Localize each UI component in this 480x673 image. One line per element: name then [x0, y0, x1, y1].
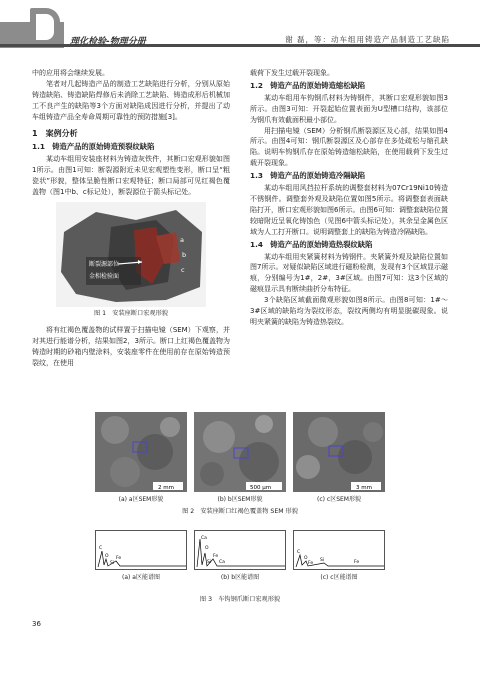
panel-caption: (b) b区能谱图 — [220, 574, 260, 581]
paragraph: 将有红褐色覆盖物的试样置于扫描电镜（SEM）下观察，并对其进行能谱分析，结果如图2，3所示。断口上红褐色覆盖物为铸造时期的砂箱内壁涂料，安装座零件在使用前存在原始铸造预裂纹，在使用 — [32, 325, 230, 367]
svg-text:Si: Si — [207, 560, 212, 565]
eds-spectrum-c — [293, 530, 385, 570]
eds-spectrum-a — [95, 530, 187, 570]
section-heading: 1 案例分析 — [32, 128, 78, 138]
figure-3 — [95, 530, 385, 581]
svg-text:O: O — [304, 556, 308, 561]
paragraph: 载荷下发生过载开裂现象。 — [250, 69, 334, 77]
svg-text:Ca: Ca — [201, 536, 207, 541]
scale-bar-a: 2 mm — [158, 485, 174, 491]
svg-text:C: C — [99, 546, 103, 551]
paragraph: 某动车组用安装座材料为铸造灰铁件，其断口宏观形貌如图1所示。由图1可知：断裂源附近未见宏观塑性变形，断口呈“粗瓷状”形貌，整体呈脆性断口宏观特征；断口局部可见红褐色覆盖物（图1中b、c标记处），断裂源位于箭头标记处。 — [32, 155, 230, 197]
journal-logo-letter — [30, 8, 60, 46]
paragraph: 用扫描电镜（SEM）分析钢爪断裂源区及心部，结果如图4所示。由图4可知：钢爪断裂源区及心部存在多处疏松与缩孔缺陷。说明车钩钢爪存在原始铸造缩松缺陷，在使用载荷下发生过载开裂现象。 — [250, 126, 448, 168]
svg-text:Si: Si — [110, 561, 115, 566]
fig1-mark-c: c — [181, 265, 185, 274]
fig1-label-source: 断裂源部位 — [89, 260, 120, 268]
figure-2-panel-b — [194, 412, 286, 503]
svg-text:Si: Si — [320, 558, 325, 563]
fig1-mark-b: b — [182, 250, 187, 259]
paragraph: 某动车组用风挡拉杆系统的调整套材料为07Cr19Ni10铸造不锈钢件。调整套外观及缺陷位置如图5所示。将调整套表面缺陷打开，断口宏观形貌如图6所示。由图6可知：调整套缺陷位置较暗附近呈氧化铸蚀色（见图6中箭头标记处），其余呈金属色区域为人工打开断口。说明调整套上的缺陷为铸造冷隔缺陷。 — [250, 184, 448, 236]
subsection-heading: 1.3 铸造产品的原始铸造冷隔缺陷 — [250, 171, 366, 181]
figure-2-panel-c — [293, 412, 385, 503]
subsection-heading: 1.4 铸造产品的原始铸造热裂纹缺陷 — [250, 239, 373, 249]
figure-2-caption: 图 2 安装座断口红褐色覆盖物 SEM 形貌 — [182, 508, 298, 515]
right-column — [250, 68, 448, 328]
svg-text:O: O — [205, 546, 209, 551]
page-number: 36 — [32, 620, 41, 628]
paragraph: 某动车组用夹紧簧材料为铸钢件。夹紧簧外观及缺陷位置如图7所示。对疑似缺陷区域进行磁粉检测，发现有3个区域显示磁痕，分别编号为1#，2#，3#区域。由图7可知：这3个区域的磁痕显示具有断续曲折分布特征。 — [250, 252, 448, 294]
svg-text:Fe: Fe — [213, 554, 219, 559]
sem-image-a — [95, 412, 187, 492]
page-header — [0, 0, 480, 54]
panel-caption: (a) a区能谱图 — [122, 574, 160, 581]
sem-image-c — [293, 412, 385, 492]
figure-2 — [95, 412, 385, 503]
eds-spectrum-b — [194, 530, 286, 570]
figure-1-caption: 图 1 安装座断口宏观形貌 — [94, 309, 168, 317]
figure-3-panel-a — [95, 530, 187, 581]
paragraph: 3个缺陷区域截面微观形貌如图8所示。由图8可知：1#～3#区域的缺陷均为裂纹形态，裂纹两侧均有明显脱碳现象。说明夹紧簧的缺陷为铸造热裂纹。 — [250, 296, 448, 326]
left-column — [32, 68, 230, 369]
panel-caption: (c) c区能谱图 — [320, 574, 358, 581]
svg-text:C: C — [297, 550, 301, 555]
svg-text:Ca: Ca — [219, 560, 225, 565]
scale-bar-b: 500 μm — [250, 485, 272, 491]
figure-3-panel-c — [293, 530, 385, 581]
subsection-heading: 1.2 铸造产品的原始铸造缩松缺陷 — [250, 80, 366, 90]
running-title: 谢 磊，等：动车组用铸造产品制造工艺缺陷 — [285, 35, 450, 44]
fig1-label-metallography: 金相检验面 — [89, 272, 120, 280]
panel-caption: (c) c区SEM形貌 — [317, 496, 361, 503]
figure-1-photo — [56, 202, 206, 307]
figure-2-panel-a — [95, 412, 187, 503]
fig1-mark-a: a — [180, 235, 184, 244]
panel-caption: (a) a区SEM形貌 — [118, 496, 164, 503]
svg-text:O: O — [105, 554, 109, 559]
scale-bar-c: 3 mm — [356, 485, 372, 491]
mount-seat-fracture-photo — [56, 202, 206, 307]
paragraph: 笔者对几起铸造产品的制造工艺缺陷进行分析，分别从原始铸造缺陷、铸造缺陷焊修后未消除工艺缺陷、铸造成形后机械加工不良产生的缺陷等3个方面对缺陷成因进行分析，并提出了动车组铸造产品全寿命周期可靠性的预防措施[3]。 — [32, 79, 230, 121]
paragraph: 中的应用将会继续发展。 — [32, 69, 109, 77]
panel-caption: (b) b区SEM形貌 — [217, 496, 263, 503]
figure-3-caption: 图 3 车钩钢爪断口宏观形貌 — [199, 596, 281, 603]
figure-3-panel-b — [194, 530, 286, 581]
svg-text:Fe: Fe — [354, 560, 360, 565]
subsection-heading: 1.1 铸造产品的原始铸造预裂纹缺陷 — [32, 142, 155, 152]
journal-name: 理化检验-物理分册 — [70, 37, 146, 47]
svg-text:Fe: Fe — [116, 556, 122, 561]
paragraph: 某动车组用车钩钢爪材料为铸钢件，其断口宏观形貌如图3所示。由图3可知：开裂起始位置表面为U型槽口结构，该部位为钢爪有效截面积最小部位。 — [250, 93, 448, 124]
sem-image-b — [194, 412, 286, 492]
svg-text:Fe: Fe — [308, 561, 314, 566]
